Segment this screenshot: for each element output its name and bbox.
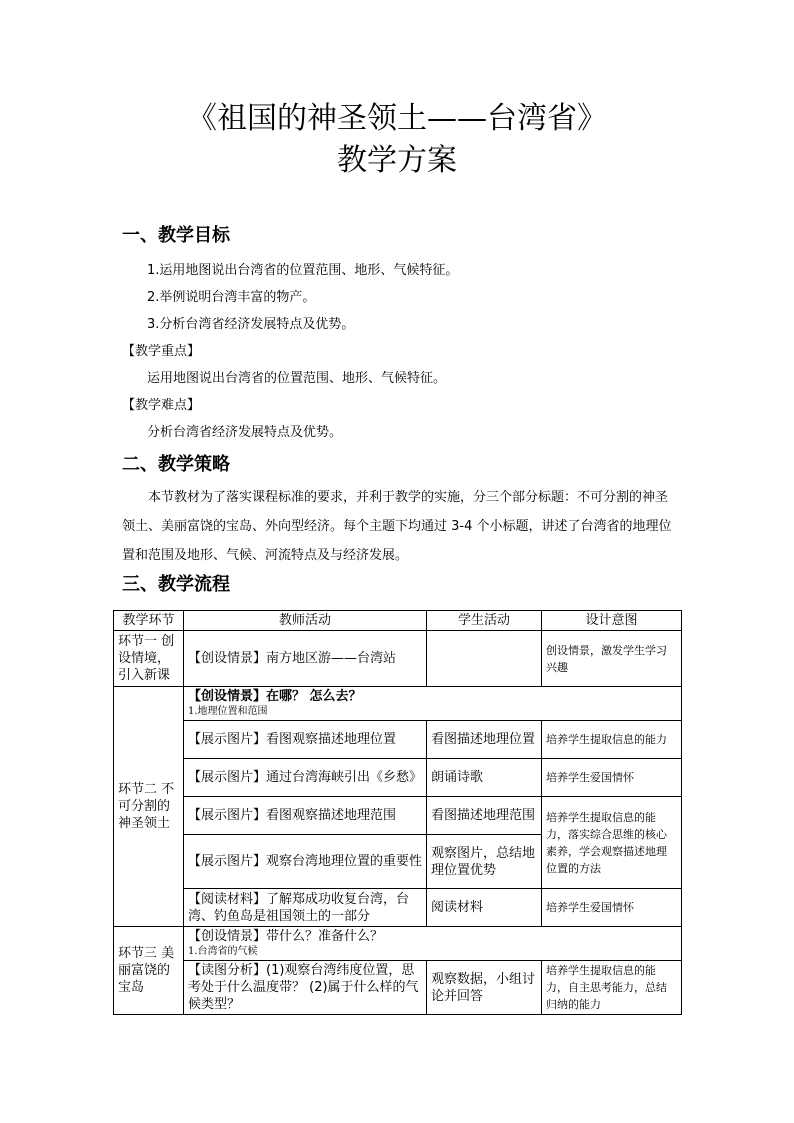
teacher-activity: 【展示图片】看图观察描述地理范围	[184, 797, 427, 835]
goal-item: 2.举例说明台湾丰富的物产。	[147, 290, 316, 305]
teacher-activity: 【展示图片】看图观察描述地理位置	[184, 721, 427, 759]
header-intent: 设计意图	[542, 611, 682, 631]
header-stage: 教学环节	[114, 611, 184, 631]
scene-text: 【创设情景】带什么？准备什么？	[188, 929, 384, 944]
section-heading-process: 三、教学流程	[122, 574, 230, 595]
teacher-activity: 【读图分析】(1)观察台湾纬度位置，思考处于什么温度带？ (2)属于什么样的气候类型？	[184, 961, 427, 1015]
teacher-activity: 【阅读材料】了解郑成功收复台湾，台湾、钓鱼岛是祖国领土的一部分	[184, 889, 427, 927]
scene-cell	[184, 687, 682, 721]
goal-item: 3.分析台湾省经济发展特点及优势。	[147, 317, 355, 332]
scene-subtitle: 1.台湾省的气候	[188, 946, 258, 957]
key-point-text: 运用地图说出台湾省的位置范围、地形、气候特征。	[147, 371, 447, 386]
table-row	[114, 631, 682, 687]
table-header-row	[114, 611, 682, 631]
scene-cell	[184, 927, 682, 961]
design-intent: 培养学生提取信息的能力，自主思考能力，总结归纳的能力	[542, 961, 682, 1015]
teaching-process-table	[113, 610, 682, 1015]
table-row	[114, 721, 682, 759]
table-row	[114, 889, 682, 927]
design-intent: 培养学生爱国情怀	[542, 759, 682, 797]
document-title: 《祖国的神圣领土——台湾省》	[187, 101, 607, 136]
difficult-point-label: 【教学难点】	[122, 398, 201, 413]
table-row	[114, 927, 682, 961]
student-activity: 看图描述地理范围	[427, 797, 542, 835]
teacher-activity: 【展示图片】通过台湾海峡引出《乡愁》	[184, 759, 427, 797]
student-activity: 观察图片，总结地理位置优势	[427, 835, 542, 889]
stage-name: 环节三 美丽富饶的宝岛	[114, 927, 184, 1015]
design-intent: 培养学生爱国情怀	[542, 889, 682, 927]
stage-name: 环节二 不可分割的神圣领土	[114, 687, 184, 927]
design-intent: 培养学生提取信息的能力，落实综合思维的核心素养，学会观察描述地理位置的方法	[542, 797, 682, 889]
teacher-activity: 【创设情景】南方地区游——台湾站	[184, 631, 427, 687]
strategy-paragraph: 本节教材为了落实课程标准的要求，并利于教学的实施，分三个部分标题：不可分割的神圣领土、美丽富饶的宝岛、外向型经济。每个主题下均通过 3-4 个小标题，讲述了台湾省的地理位置和范围及地形、气候、河流特点及与经济发展。	[122, 490, 672, 563]
difficult-point-text: 分析台湾省经济发展特点及优势。	[147, 425, 343, 440]
section-heading-strategy: 二、教学策略	[122, 454, 230, 475]
student-activity: 看图描述地理位置	[427, 721, 542, 759]
header-teacher: 教师活动	[184, 611, 427, 631]
table-row	[114, 961, 682, 1015]
student-activity: 观察数据，小组讨论并回答	[427, 961, 542, 1015]
scene-subtitle: 1.地理位置和范围	[188, 706, 268, 717]
stage-name: 环节一 创设情境，引入新课	[114, 631, 184, 687]
design-intent: 创设情景，激发学生学习兴趣	[542, 631, 682, 687]
teacher-activity: 【展示图片】观察台湾地理位置的重要性	[184, 835, 427, 889]
header-student: 学生活动	[427, 611, 542, 631]
student-activity: 朗诵诗歌	[427, 759, 542, 797]
goal-item: 1.运用地图说出台湾省的位置范围、地形、气候特征。	[147, 263, 459, 278]
document-subtitle: 教学方案	[337, 143, 457, 178]
table-row	[114, 687, 682, 721]
table-row	[114, 759, 682, 797]
student-activity: 阅读材料	[427, 889, 542, 927]
design-intent: 培养学生提取信息的能力	[542, 721, 682, 759]
student-activity	[427, 631, 542, 687]
key-point-label: 【教学重点】	[122, 344, 201, 359]
section-heading-goals: 一、教学目标	[122, 225, 230, 246]
table-row	[114, 797, 682, 835]
scene-text: 【创设情景】在哪？ 怎么去？	[188, 689, 362, 704]
